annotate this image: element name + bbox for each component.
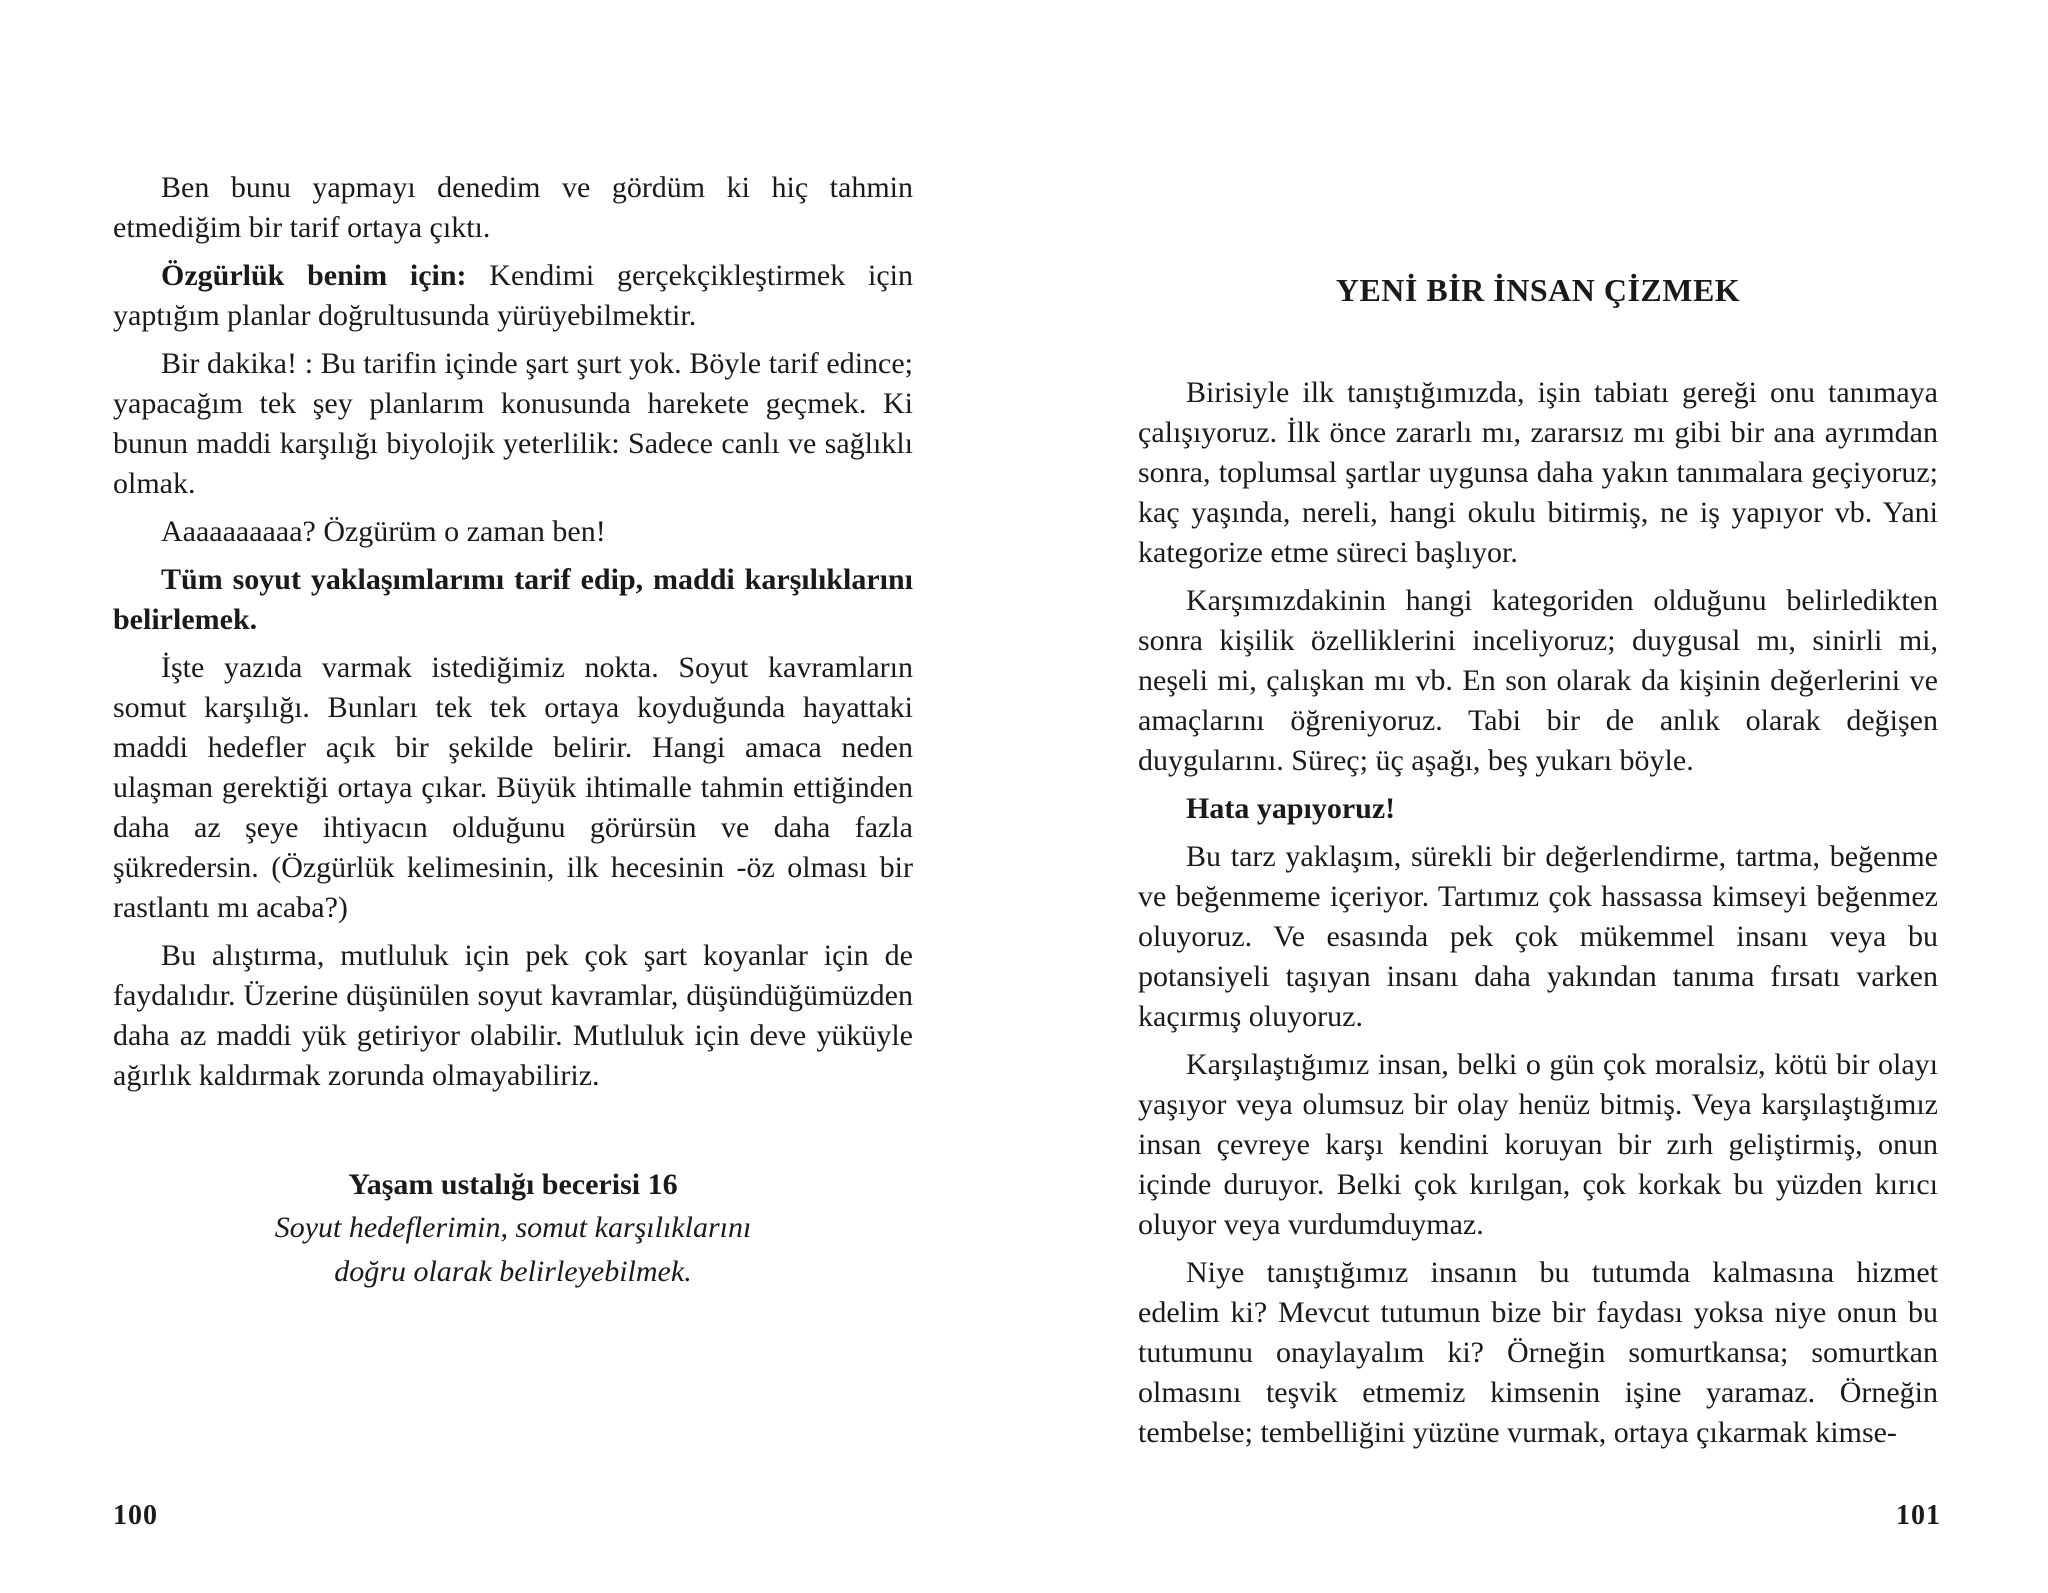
skill-line: doğru olarak belirleyebilmek. bbox=[334, 1255, 692, 1288]
skill-title: Yaşam ustalığı becerisi 16 bbox=[348, 1168, 678, 1201]
paragraph: Birisiyle ilk tanıştığımızda, işin tabiatı gereği onu tanımaya çalışıyoruz. İlk önce zararlı mı, zararsız mı gibi bir ana ayrımdan sonra, toplumsal şartlar uygunsa daha yakın tanımalara geçiyoruz; kaç yaşında, nereli, hangi okulu bitirmiş, ne iş yapıyor vb. Yani kategorize etme süreci başlıyor. bbox=[1138, 376, 1938, 569]
paragraph: Aaaaaaaaaa? Özgürüm o zaman ben! bbox=[161, 515, 606, 548]
paragraph: Bir dakika! : Bu tarifin içinde şart şurt yok. Böyle tarif edince; yapacağım tek şey planlarım konusunda harekete geçmek. Ki bunun maddi karşılığı biyolojik yeterlilik: Sadece canlı ve sağlıklı olmak. bbox=[113, 347, 913, 500]
right-page bbox=[1138, 168, 1938, 1461]
paragraph: Bu tarz yaklaşım, sürekli bir değerlendirme, tartma, beğenme ve beğenmeme içeriyor. Tartımız çok hassassa kimseyi beğenmez oluyoruz. Ve esasında pek çok mükemmel insanı veya bu potansiyeli taşıyan insanı daha yakından tanıma fırsatı varken kaçırmış oluyoruz. bbox=[1138, 840, 1938, 1033]
paragraph: Karşımızdakinin hangi kategoriden olduğunu belirledikten sonra kişilik özelliklerini inceliyoruz; duygusal mı, sinirli mi, neşeli mi, çalışkan mı vb. En son olarak da kişinin değerlerini ve amaçlarını öğreniyoruz. Tabi bir de anlık olarak değişen duygularını. Süreç; üç aşağı, beş yukarı böyle. bbox=[1138, 584, 1938, 777]
paragraph: Bu alıştırma, mutluluk için pek çok şart koyanlar için de faydalıdır. Üzerine düşünülen soyut kavramlar, düşündüğümüzden daha az maddi yük getiriyor olabilir. Mutluluk için deve yüküyle ağırlık kaldırmak zorunda olmayabiliriz. bbox=[113, 939, 913, 1092]
paragraph bbox=[113, 256, 913, 336]
skill-line: Soyut hedeflerimin, somut karşılıklarını bbox=[274, 1211, 752, 1244]
skill-box bbox=[113, 1164, 913, 1294]
bold-paragraph: Hata yapıyoruz! bbox=[1186, 792, 1396, 825]
paragraph: İşte yazıda varmak istediğimiz nokta. Soyut kavramların somut karşılığı. Bunları tek tek ortaya koyduğunda hayattaki maddi hedefler açık bir şekilde belirir. Hangi amaca neden ulaşman gerektiği ortaya çıkar. Büyük ihtimalle tahmin ettiğinden daha az şeye ihtiyacın olduğunu görürsün ve daha fazla şükredersin. (Özgürlük kelimesinin, ilk hecesinin -öz olması bir rastlantı mı acaba?) bbox=[113, 651, 913, 924]
paragraph: Ben bunu yapmayı denedim ve gördüm ki hiç tahmin etmediğim bir tarif ortaya çıktı. bbox=[113, 171, 913, 244]
bold-paragraph: Tüm soyut yaklaşımlarımı tarif edip, maddi karşılıklarını belirlemek. bbox=[113, 563, 913, 636]
chapter-title: YENİ BİR İNSAN ÇİZMEK bbox=[1335, 272, 1741, 308]
paragraph-lead: Özgürlük benim için: bbox=[161, 259, 467, 292]
paragraph: Karşılaştığımız insan, belki o gün çok moralsiz, kötü bir olayı yaşıyor veya olumsuz bir olay henüz bitmiş. Veya karşılaştığımız insan çevreye karşı kendini koruyan bir zırh geliştirmiş, onun içinde duruyor. Belki çok kırılgan, çok korkak bu yüzden kırıcı oluyor veya vurdumduymaz. bbox=[1138, 1048, 1938, 1241]
page-number: 101 bbox=[1896, 1500, 1941, 1531]
page-number: 100 bbox=[113, 1500, 158, 1531]
paragraph: Niye tanıştığımız insanın bu tutumda kalmasına hizmet edelim ki? Mevcut tutumun bize bir faydası yoksa niye onun bu tutumunu onaylayalım ki? Örneğin somurtkansa; somurtkan olmasını teşvik etmemiz kimsenin işine yaramaz. Örneğin tembelse; tembelliğini yüzüne vurmak, ortaya çıkarmak kimse- bbox=[1138, 1256, 1938, 1449]
paragraph-text: Kendimi gerçekçikleştirmek için yaptığım planlar doğrultusunda yürüyebilmektir. bbox=[113, 259, 913, 332]
left-page bbox=[113, 168, 913, 1294]
